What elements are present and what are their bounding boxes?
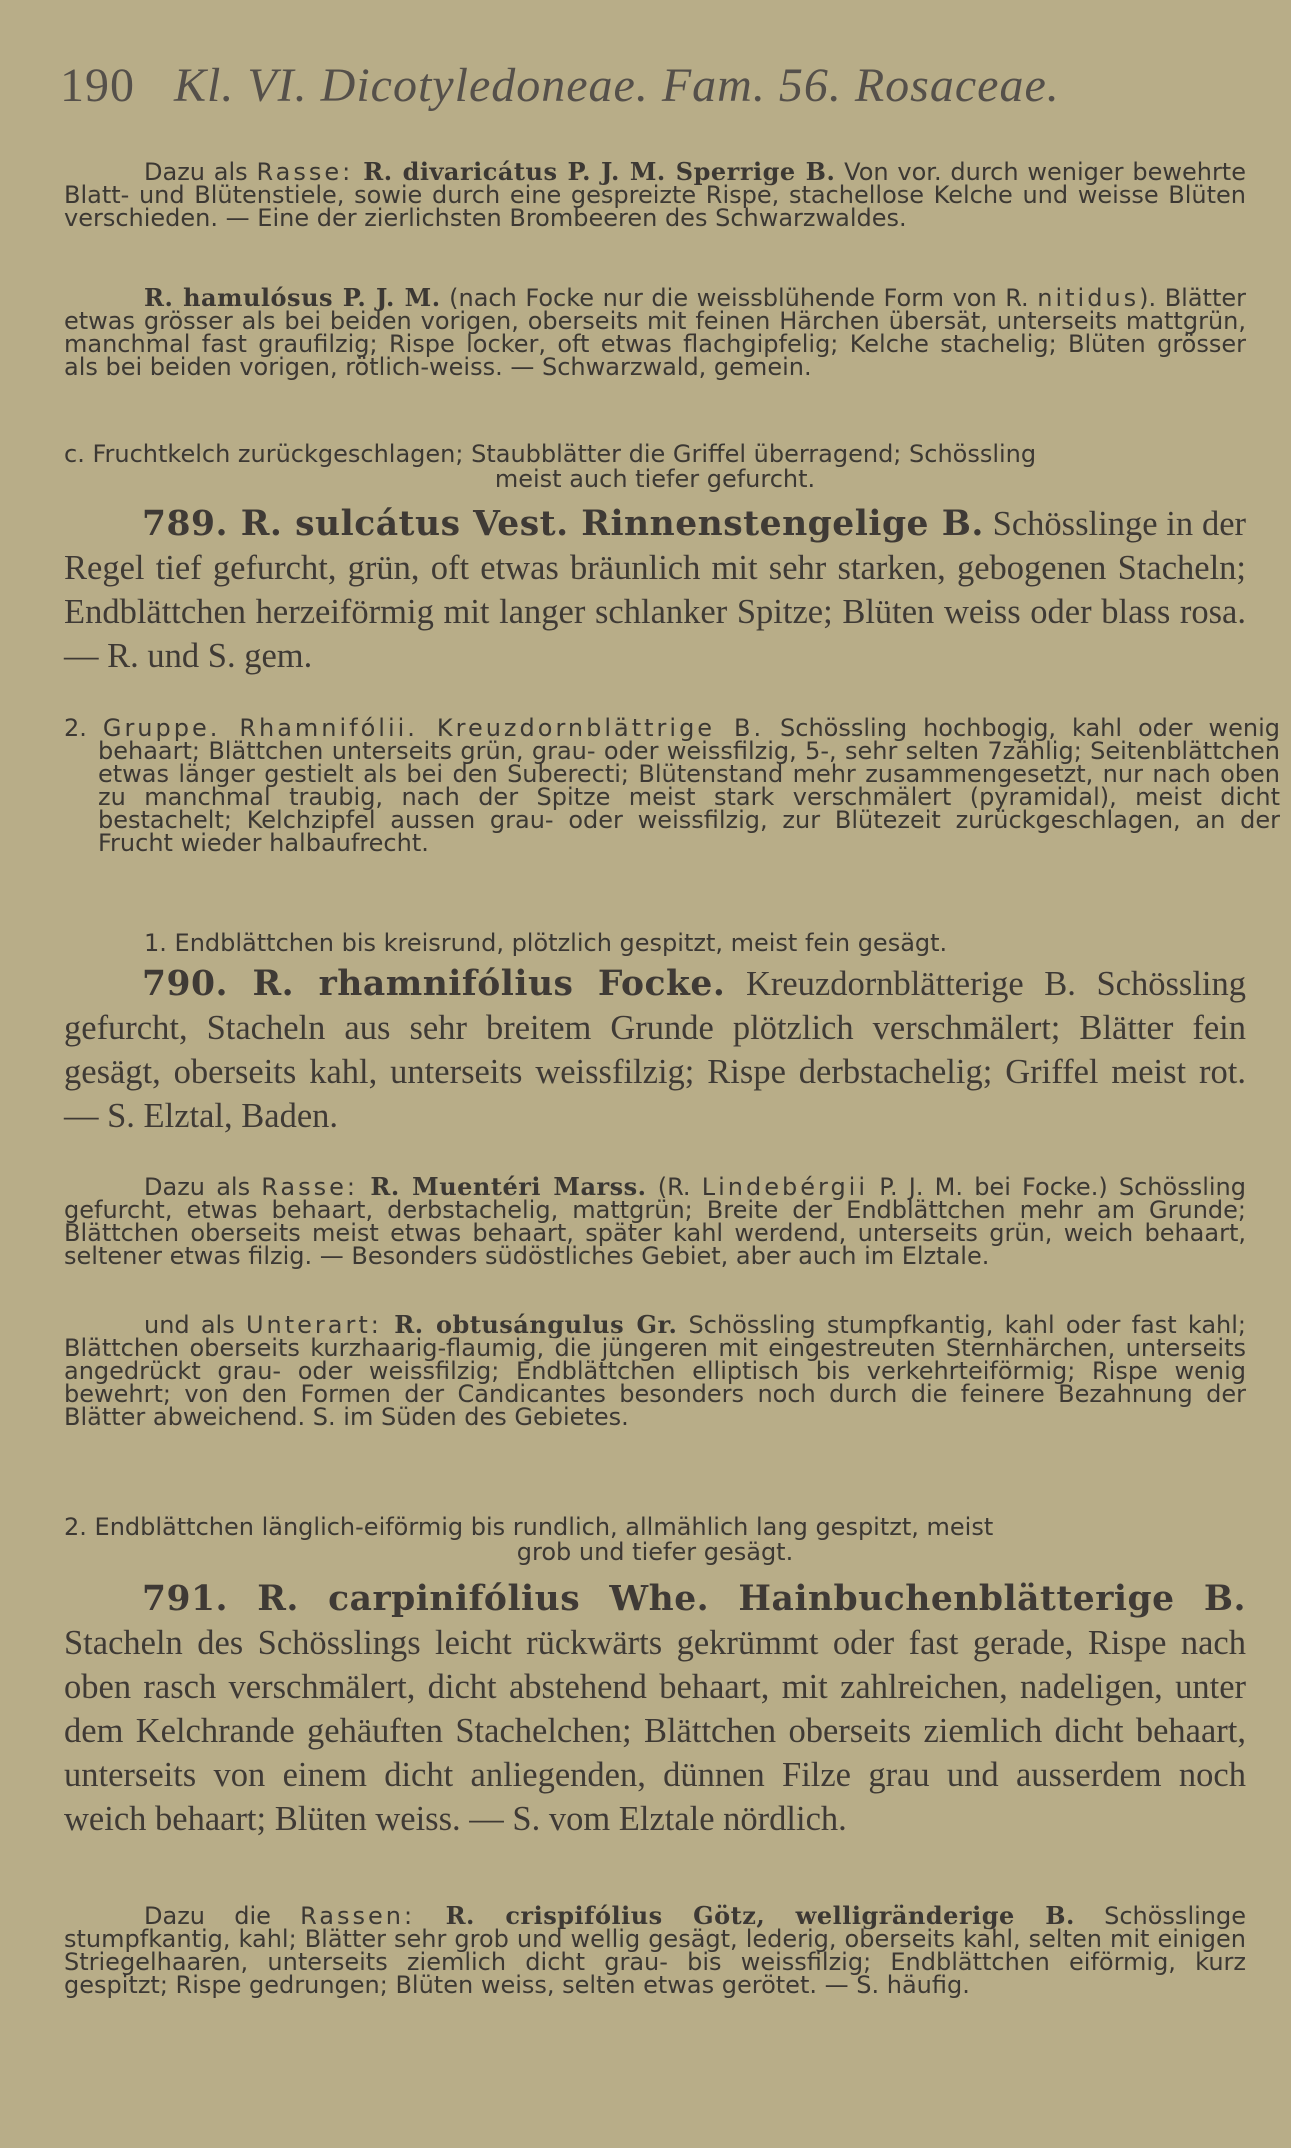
text-run: nitidus [1037, 284, 1140, 312]
page-number: 190 [60, 59, 135, 112]
text-run: 1. Endblättchen bis kreisrund, plötzlich gespitzt, meist fein gesägt. [144, 929, 948, 957]
running-title: Kl. VI. Dicotyledoneae. Fam. 56. Rosaceae. [174, 59, 1060, 112]
text-run: Schössling stumpfkantig, kahl oder fast kahl; Blättchen oberseits kurzhaarig-flaumig, die jüngeren mit eingestreuten Sternhärchen, unterseits angedrückt grau- oder weissfilzig; Endblättchen elliptisch bis verkehrteiförmig; Rispe wenig bewehrt; von den Formen der Candicantes besonders noch durch die feinere Bezahnung der Blätter abweichend. S. im Süden des Gebietes. [64, 1311, 1246, 1431]
text-run: Von vor. durch weniger bewehrte Blatt- und Blütenstiele, sowie durch eine gespreizte Rispe, stachellose Kelche und weisse Blüten verschieden. — Eine der zierlichsten Brombeeren des Schwarzwaldes. [64, 158, 1246, 232]
text-run: 791. R. carpinifólius Whe. Hainbuchenblätterige B. [142, 1579, 1246, 1619]
text-run: R. crispifólius Götz, welligränderige B. [415, 1901, 1075, 1930]
key-c-line [64, 440, 1246, 468]
text-run: Schösslinge stumpfkantig, kahl; Blätter sehr grob und wellig gesägt, lederig, oberseits kahl, selten mit einigen Striegelhaaren, unterseits ziemlich dicht grau- bis weissfilzig; Endblättchen eiförmig, kurz gespitzt; Rispe gedrungen; Blüten weiss, selten etwas gerötet. — S. häufig. [64, 1902, 1246, 1999]
text-run: 790. R. rhamnifólius Focke. [142, 964, 726, 1004]
paragraph-rassen-crispifolius [64, 1901, 1246, 1999]
text-run: R. obtusángulus Gr. [381, 1310, 678, 1339]
text-run: Rassen: [300, 1902, 416, 1930]
running-header [60, 58, 1250, 113]
text-run: Kreuzdornblätterige B. Schössling gefurcht, Stacheln aus sehr breitem Grunde plötzlich verschmälert; Blätter fein gesägt, oberseits kahl, unterseits weissfilzig; Rispe derbstachelig; Griffel meist rot. — S. Elztal, Baden. [64, 965, 1246, 1135]
text-run: Lindebérgii [701, 1173, 869, 1201]
text-run: meist auch tiefer gefurcht. [494, 465, 816, 493]
species-789 [64, 502, 1246, 678]
text-run: R. divaricátus P. J. M. Sperrige B. [353, 157, 836, 186]
species-790 [64, 962, 1246, 1138]
text-run: ). Blätter etwas grösser als bei beiden vorigen, oberseits mit feinen Härchen übersät, unterseits mattgrün, manchmal fast graufilzig; Rispe locker, oft etwas flachgipfelig; Kelche stachelig; Blüten grösser als bei beiden vorigen, rötlich-weiss. — Schwarzwald, gemein. [64, 284, 1246, 381]
text-run: Stacheln des Schösslings leicht rückwärts gekrümmt oder fast gerade, Rispe nach oben rasch verschmälert, dicht abstehend behaart, mit zahlreichen, nadeligen, unter dem Kelchrande gehäuften Stachelchen; Blättchen oberseits ziemlich dicht behaart, unterseits von einem dicht anliegenden, dünnen Filze grau und ausserdem noch weich behaart; Blüten weiss. — S. vom Elztale nördlich. [64, 1624, 1246, 1838]
key-2-line [64, 1513, 1246, 1541]
text-run: 2. [64, 714, 103, 742]
text-run: 2. Endblättchen länglich-eiförmig bis rundlich, allmählich lang gespitzt, meist [64, 1513, 994, 1541]
text-run: Dazu als [144, 158, 257, 186]
text-run: Rasse: [261, 1173, 358, 1201]
text-run: Dazu die [144, 1902, 301, 1930]
text-run: (nach Focke nur die weissblühende Form von R. [440, 284, 1038, 312]
paragraph-rasse-muenteri [64, 1172, 1246, 1270]
species-791 [64, 1577, 1246, 1841]
key-c-continuation [64, 465, 1246, 493]
text-run: (R. [646, 1173, 702, 1201]
text-run: Gruppe. Rhamnifólii. Kreuzdornblättrige B. [102, 714, 765, 742]
text-run: Dazu als [144, 1173, 262, 1201]
text-run: P. J. M. bei Focke.) Schössling gefurcht, etwas behaart, derbstachelig, mattgrün; Breite der Endblättchen mehr am Grunde; Blättchen oberseits meist etwas behaart, später kahl werdend, unterseits grün, weich behaart, seltener etwas filzig. — Besonders südöstliches Gebiet, aber auch im Elztale. [64, 1173, 1246, 1270]
text-run: R. Muentéri Marss. [357, 1172, 647, 1201]
paragraph-unterart-obtusangulus [64, 1310, 1246, 1431]
text-run: R. hamulósus P. J. M. [144, 283, 441, 312]
key-1-line [64, 929, 1291, 957]
text-run: und als [144, 1311, 246, 1339]
paragraph-hamulosus [64, 283, 1246, 381]
text-run: Schösslinge in der Regel tief gefurcht, grün, oft etwas bräunlich mit sehr starken, gebogenen Stacheln; Endblättchen herzeiförmig mit langer schlanker Spitze; Blüten weiss oder blass rosa. — R. und S. gem. [64, 505, 1246, 675]
text-run: grob und tiefer gesägt. [516, 1538, 794, 1566]
group-rhamnifolii [64, 714, 1280, 857]
text-run: Schössling hochbogig, kahl oder wenig behaart; Blättchen unterseits grün, grau- oder weissfilzig, 5-, sehr selten 7zählig; Seitenblättchen etwas länger gestielt als bei den Suberecti; Blütenstand mehr zusammengesetzt, nur nach oben zu manchmal traubig, nach der Spitze meist stark verschmälert (pyramidal), meist dicht bestachelt; Kelchzipfel aussen grau- oder weissfilzig, zur Blütezeit zurückgeschlagen, an der Frucht wieder halbaufrecht. [98, 714, 1280, 857]
key-2-continuation [64, 1538, 1246, 1566]
paragraph-rasse-divaricatus [64, 157, 1246, 232]
text-run: Unterart: [245, 1311, 382, 1339]
text-run: c. Fruchtkelch zurückgeschlagen; Staubblätter die Griffel überragend; Schössling [64, 440, 1037, 468]
text-run: Rasse: [256, 158, 354, 186]
text-run: 789. R. sulcátus Vest. Rinnenstengelige B. [142, 504, 984, 544]
